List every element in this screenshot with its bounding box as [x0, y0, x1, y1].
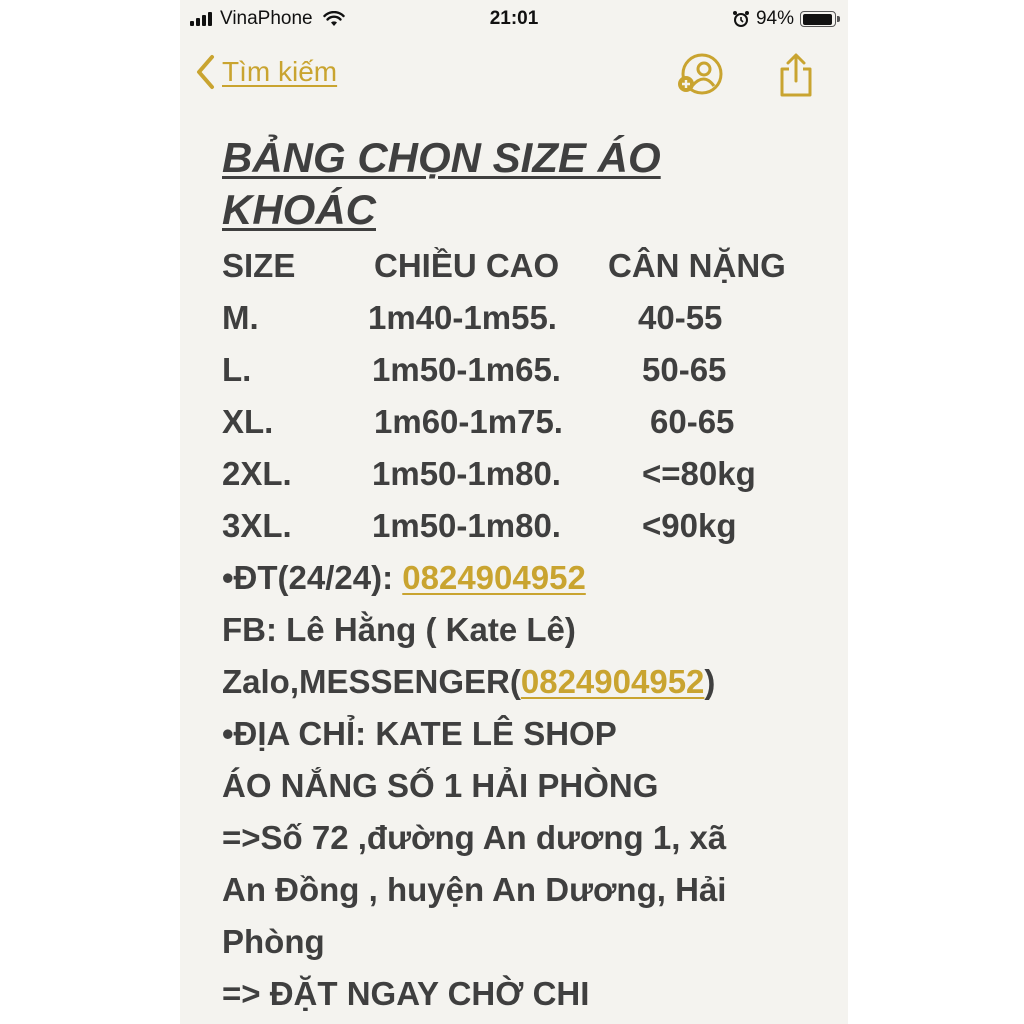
zalo-prefix: Zalo,MESSENGER(	[222, 663, 521, 700]
header-size: SIZE	[222, 247, 296, 284]
row-weight: 50-65	[642, 351, 727, 388]
note-title: BẢNG CHỌN SIZE ÁO KHOÁC	[222, 134, 661, 233]
add-person-button[interactable]	[674, 52, 726, 101]
phone-link[interactable]: 0824904952	[402, 559, 586, 596]
address-line-1: =>Số 72 ,đường An dương 1, xã	[222, 819, 727, 856]
row-size: 3XL.	[222, 507, 292, 544]
battery-percent: 94%	[755, 8, 794, 29]
row-weight: <=80kg	[642, 455, 756, 492]
back-label: Tìm kiếm	[222, 56, 338, 87]
note-body[interactable]	[222, 132, 822, 1020]
phone-line	[222, 552, 822, 604]
row-height: 1m40-1m55.	[368, 299, 557, 336]
share-button[interactable]	[776, 52, 816, 103]
battery-icon	[800, 11, 836, 27]
carrier-label: VinaPhone	[220, 8, 313, 29]
zalo-phone-link[interactable]: 0824904952	[520, 663, 705, 700]
row-size: L.	[222, 351, 252, 388]
table-row	[222, 396, 822, 448]
row-size: XL.	[222, 403, 274, 440]
phone-prefix: •ĐT(24/24):	[222, 559, 403, 596]
battery-fill	[803, 14, 832, 25]
shop-line: ÁO NẮNG SỐ 1 HẢI PHÒNG	[222, 767, 659, 804]
facebook-line: FB: Lê Hằng ( Kate Lê)	[222, 611, 576, 648]
row-weight: <90kg	[642, 507, 737, 544]
row-height: 1m60-1m75.	[374, 403, 563, 440]
header-weight: CÂN NẶNG	[608, 247, 786, 284]
row-height: 1m50-1m80.	[372, 455, 561, 492]
header-height: CHIỀU CAO	[374, 247, 560, 284]
table-row	[222, 448, 822, 500]
alarm-icon	[732, 10, 750, 28]
table-row	[222, 292, 822, 344]
row-weight: 40-55	[638, 299, 723, 336]
zalo-suffix: )	[704, 663, 716, 700]
call-to-action: => ĐẶT NGAY CHỜ CHI	[222, 975, 590, 1012]
row-size: M.	[222, 299, 259, 336]
address-label: •ĐỊA CHỈ: KATE LÊ SHOP	[222, 715, 617, 752]
navigation-bar	[180, 48, 848, 104]
share-icon	[776, 52, 816, 98]
add-person-icon	[674, 52, 726, 96]
row-height: 1m50-1m65.	[372, 351, 561, 388]
row-size: 2XL.	[222, 455, 292, 492]
table-row	[222, 500, 822, 552]
address-line-2: An Đồng , huyện An Dương, Hải	[222, 871, 727, 908]
table-row	[222, 344, 822, 396]
status-right	[732, 8, 836, 30]
size-table-header	[222, 240, 822, 292]
row-weight: 60-65	[650, 403, 735, 440]
status-bar	[180, 0, 848, 38]
zalo-line	[222, 656, 822, 708]
row-height: 1m50-1m80.	[372, 507, 561, 544]
notes-screen	[180, 0, 848, 1024]
back-button[interactable]	[194, 54, 337, 90]
status-time: 21:01	[489, 8, 539, 29]
address-line-3: Phòng	[222, 923, 325, 960]
chevron-left-icon	[194, 54, 216, 90]
